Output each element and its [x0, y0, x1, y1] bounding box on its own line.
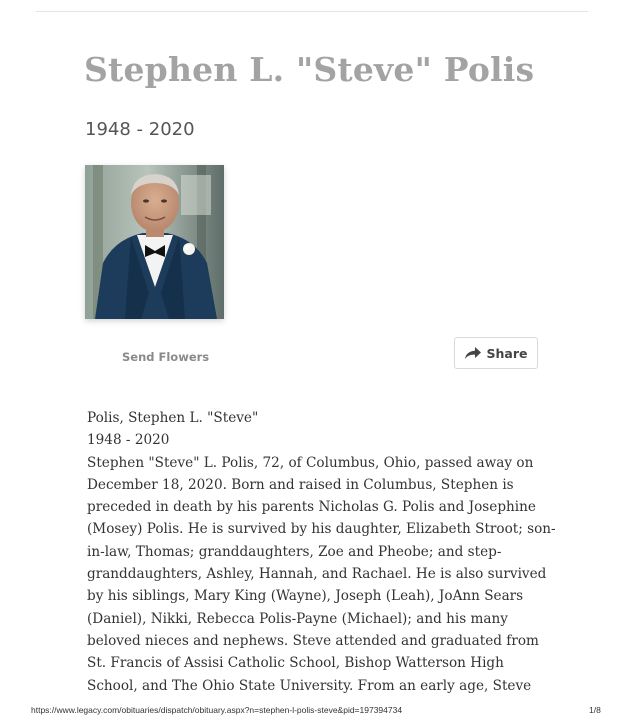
- obituary-dates-line: 1948 - 2020: [87, 432, 170, 449]
- obituary-body: Stephen "Steve" L. Polis, 72, of Columbus, Ohio, passed away on December 18, 2020. Born and raised in Columbus, Stephen is preceded in death by his parents Nicholas G. Polis and Josephine (Mosey) Polis. He is survived by his daughter, Elizabeth Stroot; son-in-law, Thomas; granddaughters, Zoe and Pheobe; and step-granddaughters, Ashley, Hannah, and Rachael. He is also survived by his siblings, Mary King (Wayne), Joseph (Leah), JoAnn Sears (Daniel), Nikki, Rebecca Polis-Payne (Michael); and his many beloved nieces and nephews. Steve attended and graduated from St. Francis of Assisi Catholic School, Bishop Watterson High School, and The Ohio State University. From an early age, Steve: [87, 454, 556, 694]
- share-arrow-icon: [465, 347, 481, 359]
- obituary-name-line: Polis, Stephen L. "Steve": [87, 410, 259, 426]
- portrait-photo: [85, 165, 224, 319]
- portrait-photo-icon: [85, 165, 224, 319]
- footer-url: https://www.legacy.com/obituaries/dispatch/obituary.aspx?n=stephen-l-polis-steve&pid=197394734: [31, 705, 403, 715]
- page-title: Stephen L. "Steve" Polis: [84, 50, 535, 89]
- footer-page-number: 1/8: [589, 705, 601, 715]
- top-divider: [36, 11, 588, 12]
- share-button[interactable]: [454, 337, 538, 369]
- obituary-text: [87, 407, 557, 697]
- send-flowers-link[interactable]: Send Flowers: [122, 350, 210, 364]
- share-label: Share: [486, 345, 528, 361]
- life-dates: 1948 - 2020: [85, 119, 195, 140]
